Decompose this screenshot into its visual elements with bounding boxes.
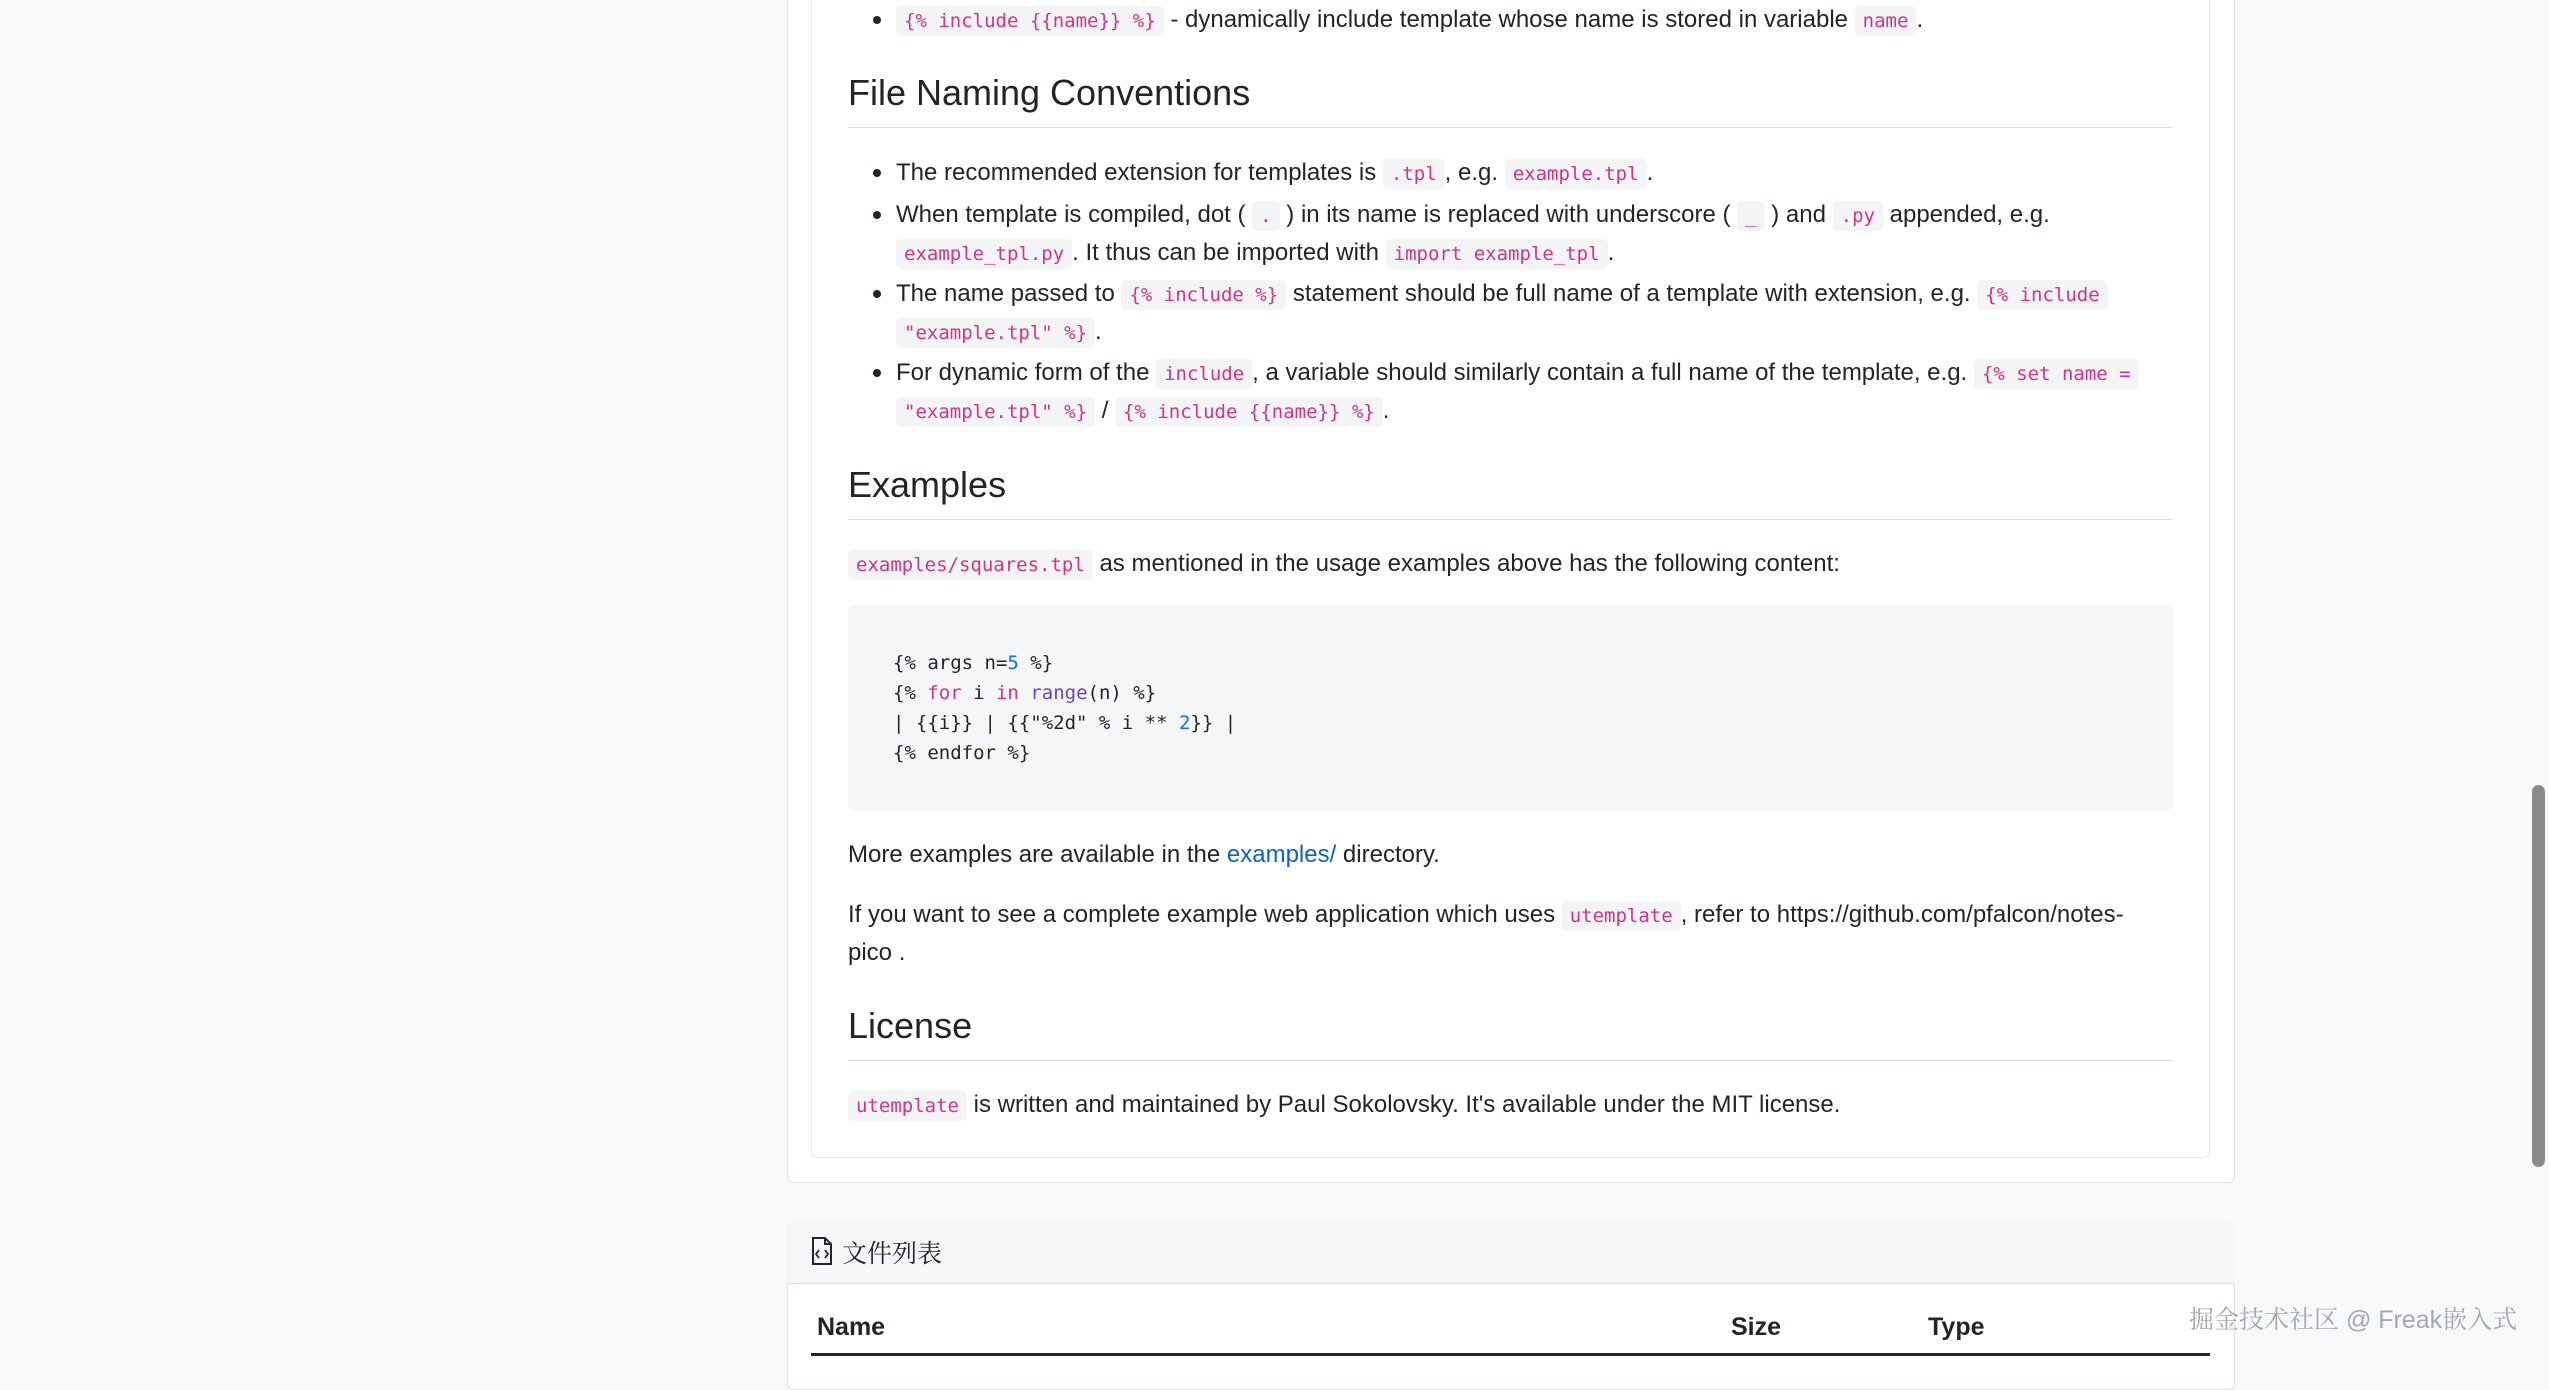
heading-license: License	[848, 1005, 973, 1046]
list-item-compiled-cont	[896, 234, 1614, 273]
heading-file-naming: File Naming Conventions	[848, 72, 1251, 113]
license-paragraph	[848, 1086, 1840, 1125]
list-item-text: , a variable should similarly contain a full name of the template, e.g.	[1252, 359, 1974, 386]
list-item-text: For dynamic form of the	[896, 359, 1157, 386]
list-item-text: When template is compiled, dot (	[896, 201, 1253, 228]
column-header-size[interactable]: Size	[1731, 1313, 1782, 1341]
more-examples-paragraph	[848, 836, 1440, 874]
bullet-dot	[873, 290, 881, 298]
scrollbar-thumb[interactable]	[2532, 785, 2545, 1167]
inline-code: {% include	[1977, 280, 2107, 310]
list-item-text: . It thus can be imported with	[1072, 239, 1386, 266]
list-item-extension	[896, 154, 1653, 193]
examples-link[interactable]: examples/	[1226, 841, 1337, 868]
file-code-icon	[811, 1237, 833, 1265]
list-item-include-name-cont	[896, 313, 1102, 352]
inline-code: {% include {{name}} %}	[1115, 397, 1383, 427]
list-item-text: ) and	[1764, 201, 1833, 228]
paragraph-text: More examples are available in the	[848, 841, 1227, 868]
inline-code: "example.tpl" %}	[896, 318, 1095, 348]
example-app-paragraph-cont	[848, 934, 905, 972]
column-header-type[interactable]: Type	[1928, 1313, 1985, 1341]
watermark-text: 掘金技术社区 @ Freak嵌入式	[2189, 1306, 2518, 1334]
bullet-dot	[873, 16, 881, 24]
inline-code: "example.tpl" %}	[896, 397, 1095, 427]
heading-examples: Examples	[848, 464, 1007, 505]
bullet-dot	[873, 211, 881, 219]
inline-code: {% set name =	[1974, 359, 2139, 389]
inline-code: utemplate	[848, 1091, 967, 1121]
heading-rule	[848, 1060, 2173, 1061]
list-item-text: appended, e.g.	[1882, 201, 2050, 228]
code-line-2: {% for i in range(n) %}	[893, 682, 1157, 704]
inline-code: example.tpl	[1505, 159, 1647, 189]
file-list-header	[787, 1220, 2235, 1284]
list-item-text: - dynamically include template whose name is stored in variable	[1163, 6, 1855, 33]
examples-intro	[848, 545, 1840, 584]
paragraph-text: pico .	[848, 939, 906, 966]
inline-code: {% include {{name}} %}	[896, 6, 1164, 36]
paragraph-text: If you want to see a complete example web application which uses	[848, 901, 1562, 928]
heading-rule	[848, 519, 2173, 520]
inline-code: import example_tpl	[1386, 239, 1608, 269]
list-item-text: The name passed to	[896, 280, 1122, 307]
code-line-4: {% endfor %}	[893, 742, 1031, 764]
inline-code: examples/squares.tpl	[848, 550, 1093, 580]
list-item-text: /	[1095, 397, 1116, 424]
inline-code: name	[1855, 6, 1917, 36]
list-item-text: .	[1916, 6, 1924, 33]
list-item-text: .	[1646, 159, 1654, 186]
list-item-text: The recommended extension for templates is	[896, 159, 1383, 186]
list-item-dynamic-form	[896, 354, 2139, 393]
code-line-1: {% args n=5 %}	[893, 652, 1054, 674]
paragraph-text: directory.	[1336, 841, 1440, 868]
paragraph-text: is written and maintained by Paul Sokolovsky. It's available under the MIT license.	[966, 1091, 1841, 1118]
paragraph-text: , refer to https://github.com/pfalcon/notes-	[1680, 901, 2124, 928]
list-item-text: .	[1095, 318, 1102, 345]
list-item-text: statement should be full name of a template with extension, e.g.	[1286, 280, 1978, 307]
file-list-title: 文件列表	[842, 1240, 943, 1268]
bullet-dot	[873, 169, 881, 177]
example-app-paragraph	[848, 896, 2124, 935]
inline-code: {% include %}	[1121, 280, 1286, 310]
list-item-text: .	[1607, 239, 1615, 266]
column-header-name[interactable]: Name	[817, 1313, 886, 1341]
paragraph-text: as mentioned in the usage examples above has the following content:	[1092, 550, 1840, 577]
bullet-dot	[873, 369, 881, 377]
code-block-content	[893, 648, 1236, 768]
inline-code: _	[1737, 201, 1764, 231]
list-item-text: , e.g.	[1444, 159, 1505, 186]
inline-code: utemplate	[1562, 901, 1681, 931]
code-line-3: | {{i}} | {{"%2d" % i ** 2}} |	[893, 712, 1237, 734]
inline-code: include	[1156, 359, 1252, 389]
list-item-text: .	[1382, 397, 1390, 424]
list-item-dynamic-include	[896, 1, 1923, 40]
list-item-text: ) in its name is replaced with underscore (	[1279, 201, 1738, 228]
list-item-compiled	[896, 196, 2050, 235]
inline-code: .	[1252, 201, 1279, 231]
list-item-dynamic-form-cont	[896, 392, 1389, 431]
inline-code: example_tpl.py	[896, 239, 1072, 269]
list-item-include-name	[896, 275, 2108, 314]
heading-rule	[848, 127, 2173, 128]
table-header-divider	[811, 1353, 2210, 1356]
inline-code: .tpl	[1383, 159, 1445, 189]
inline-code: .py	[1833, 201, 1883, 231]
